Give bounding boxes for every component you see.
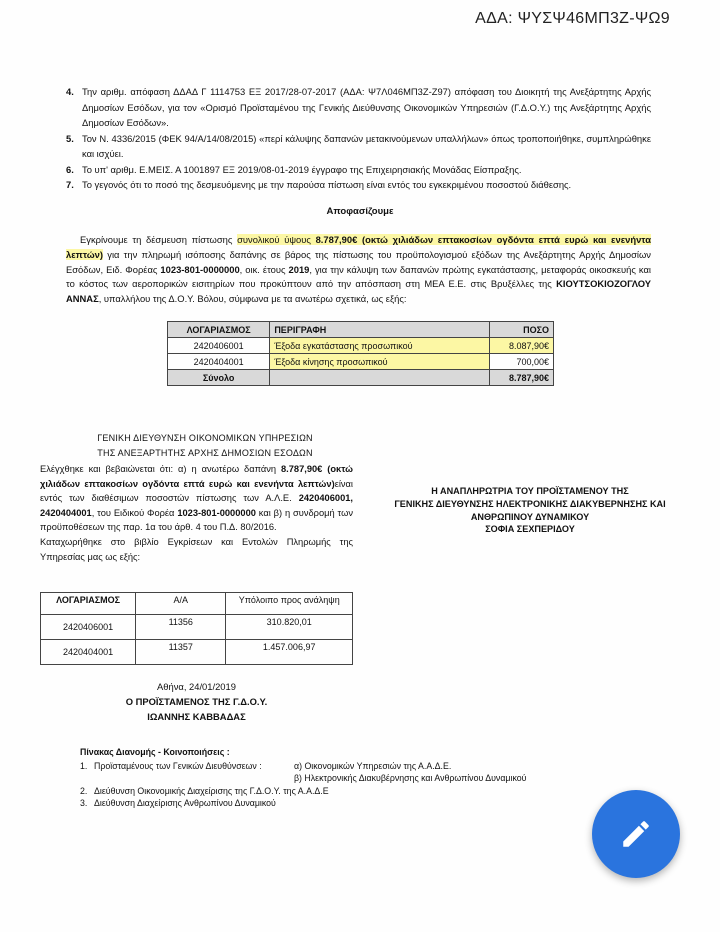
decision-text: , υπαλλήλου της Δ.Ο.Υ. Βόλου, σύμφωνα με τα ανωτέρω σχετικά, ως εξής: — [98, 293, 407, 305]
verification-part: είναι εντός των διαθέσιμων ποσοστών πίστωσης των Α.Λ.Ε. — [40, 478, 353, 504]
table-cell: 2420404001 — [168, 354, 270, 370]
list-number: 1. — [80, 760, 88, 771]
distribution-title: Πίνακας Διανομής - Κοινοποιήσεις : — [80, 747, 230, 757]
edit-button[interactable] — [592, 790, 680, 878]
table-cell: 11356 — [136, 615, 226, 640]
decision-amount: 8.787,90€ (οκτώ χιλιάδων επτακοσίων ογδόντα επτά ευρώ και ενενήντα λεπτών) — [66, 234, 651, 260]
recipient-label: Προϊσταμένους των Γενικών Διευθύνσεων : — [94, 760, 262, 771]
total-value: 8.787,90€ — [490, 370, 554, 386]
verification-agency: 1023-801-0000000 — [177, 507, 256, 518]
fiscal-year: 2019 — [288, 263, 310, 275]
list-number: 5. — [66, 132, 74, 144]
department-header — [40, 431, 370, 461]
verification-part: και β) η συνδρομή των προϋποθέσεων της παρ. 1α του άρθ. 4 του Π.Δ. 80/2016. — [40, 507, 353, 533]
column-header: ΠΕΡΙΓΡΑΦΗ — [270, 322, 490, 338]
list-text: Το γεγονός ότι το ποσό της δεσμευόμενης με την παρούσα πίστωση είναι εντός του εγκεκριμένου ποσοστού διάθεσης. — [82, 179, 572, 190]
distribution-list — [80, 746, 640, 810]
total-label: Σύνολο — [168, 370, 270, 386]
table-cell: Έξοδα κίνησης προσωπικού — [270, 354, 490, 370]
list-number: 3. — [80, 798, 88, 809]
table-cell: Έξοδα εγκατάστασης προσωπικού — [270, 338, 490, 354]
verification-paragraph — [40, 462, 353, 535]
table-cell: 2420406001 — [168, 338, 270, 354]
list-item — [66, 84, 651, 131]
verification-part: Ελέγχθηκε και βεβαιώνεται ότι: α) η ανωτέρω δαπάνη — [40, 464, 281, 474]
signatory-line: Η ΑΝΑΠΛΗΡΩΤΡΙΑ ΤΟΥ ΠΡΟΪΣΤΑΜΕΝΟΥ ΤΗΣ — [431, 486, 629, 496]
table-cell: 700,00€ — [490, 354, 554, 370]
table-row — [41, 640, 353, 665]
decision-text: για την πληρωμή ισόποσης δαπάνης σε βάρος της πίστωσης του προϋπολογισμού εξόδων της Ανεξάρτητης Αρχής Δημοσίων Εσόδων, Ειδ. Φορέας — [66, 248, 651, 275]
list-item — [66, 177, 651, 193]
list-item — [80, 797, 640, 810]
column-header: ΠΟΣΟ — [490, 322, 554, 338]
column-header: ΛΟΓΑΡΙΑΣΜΟΣ — [168, 322, 270, 338]
signatory-block — [372, 485, 688, 536]
numbered-list — [66, 84, 651, 193]
table-cell: 11357 — [136, 640, 226, 665]
table-cell — [270, 370, 490, 386]
signatory-line: ΑΝΘΡΩΠΙΝΟΥ ΔΥΝΑΜΙΚΟΥ — [470, 511, 590, 522]
ada-code: ΑΔΑ: ΨΥΣΨ46ΜΠ3Ζ-ΨΩ9 — [475, 10, 670, 27]
table-cell: 2420404001 — [41, 640, 136, 665]
pencil-icon — [619, 817, 653, 851]
expense-table — [167, 321, 554, 386]
table-cell: 2420406001 — [41, 615, 136, 640]
list-item — [66, 162, 651, 178]
signature-role: Ο ΠΡΟΪΣΤΑΜΕΝΟΣ ΤΗΣ Γ.Δ.Ο.Υ. — [125, 695, 268, 707]
decision-text: Εγκρίνουμε τη δέσμευση πίστωσης — [80, 234, 238, 245]
total-row — [168, 370, 554, 386]
list-number: 7. — [66, 179, 74, 190]
registry-table — [40, 592, 353, 665]
recipient-label: Διεύθυνση Οικονομικής Διαχείρισης της Γ.Δ.Ο.Υ. της Α.Α.Δ.Ε — [94, 785, 329, 796]
recipient-sub: β) Ηλεκτρονικής Διακυβέρνησης και Ανθρωπίνου Δυναμικού — [294, 773, 527, 784]
decision-heading: Αποφασίζουμε — [326, 206, 394, 217]
list-number: 4. — [66, 86, 74, 97]
table-cell: 8.087,90€ — [490, 338, 554, 354]
list-item — [80, 760, 640, 773]
list-text: Το υπ' αριθμ. Ε.ΜΕΙΣ. Α 1001897 ΕΞ 2019/08-01-2019 έγγραφο της Επιχειρησιακής Μονάδας Είσπραξης. — [82, 163, 522, 175]
signature-block — [40, 680, 353, 724]
list-text: Την αριθμ. απόφαση ΔΔΑΔ Γ 1114753 ΕΞ 2017/28-07-2017 (ΑΔΑ: Ψ7Λ046ΜΠ3Ζ-Ζ97) απόφαση του Διοικητή της Ανεξάρτητης Αρχής Δημοσίων Εσόδων, για τον «Ορισμό Προϊσταμένου της Γενικής Διεύθυνσης Οικονομικών Υπηρεσιών (Γ.Δ.Ο.Υ.) της Ανεξάρτητης Αρχής Δημοσίων Εσόδων». — [82, 86, 651, 128]
registration-text: Καταχωρήθηκε στο βιβλίο Εγκρίσεων και Εντολών Πληρωμής της Υπηρεσίας μας ως εξής: — [40, 536, 353, 562]
table-row — [41, 615, 353, 640]
decision-text: συνολικού ύψους — [237, 234, 316, 245]
list-number: 6. — [66, 163, 74, 175]
recipient-value: α) Οικονομικών Υπηρεσιών της Α.Α.Δ.Ε. — [294, 760, 452, 771]
table-header-row — [168, 322, 554, 338]
list-item — [80, 785, 640, 798]
agency-code: 1023-801-0000000 — [160, 263, 240, 275]
signatory-name: ΣΟΦΙΑ ΣΕΧΠΕΡΙΔΟΥ — [485, 524, 575, 535]
list-item — [66, 131, 651, 162]
signature-name: ΙΩΑΝΝΗΣ ΚΑΒΒΑΔΑΣ — [147, 710, 246, 722]
table-cell: 310.820,01 — [226, 615, 353, 640]
table-cell: 1.457.006,97 — [226, 640, 353, 665]
list-number: 2. — [80, 785, 88, 796]
verification-amount: 8.787,90€ (οκτώ χιλιάδων επτακοσίων ογδόντα επτά ευρώ και ενενήντα λεπτών) — [40, 464, 353, 489]
employee-name: ΚΙΟΥΤΣΟΚΙΟΖΟΓΛΟΥ ΑΝΝΑΣ — [66, 278, 651, 305]
table-row — [168, 338, 554, 354]
signatory-line: ΓΕΝΙΚΗΣ ΔΙΕΥΘΥΝΣΗΣ ΗΛΕΚΤΡΟΝΙΚΗΣ ΔΙΑΚΥΒΕΡΝΗΣΗΣ ΚΑΙ — [394, 498, 666, 509]
column-header: ΛΟΓΑΡΙΑΣΜΟΣ — [41, 593, 136, 615]
recipient-label: Διεύθυνση Διαχείρισης Ανθρωπίνου Δυναμικού — [94, 798, 276, 809]
list-text: Τον Ν. 4336/2015 (ΦΕΚ 94/Α/14/08/2015) «περί κάλυψης δαπανών μετακινούμενων υπαλλήλων» όπως τροποποιήθηκε, συμπληρώθηκε και ισχύει. — [82, 132, 651, 159]
department-line: ΓΕΝΙΚΗ ΔΙΕΥΘΥΝΣΗ ΟΙΚΟΝΟΜΙΚΩΝ ΥΠΗΡΕΣΙΩΝ — [97, 433, 313, 443]
department-line: ΤΗΣ ΑΝΕΞΑΡΤΗΤΗΣ ΑΡΧΗΣ ΔΗΜΟΣΙΩΝ ΕΣΟΔΩΝ — [97, 448, 313, 458]
decision-text: , για την κάλυψη των δαπανών πρώτης εγκατάστασης, μεταφοράς οικοσκευής και το κόστος των αεροπορικών εισιτηρίων που προκύπτουν από την απόσπαση στη ΜΕΑ Ε.Ε. στις Βρυξέλλες της — [66, 263, 651, 290]
place-date: Αθήνα, 24/01/2019 — [157, 681, 236, 692]
table-row — [168, 354, 554, 370]
verification-part: , του Ειδικού Φορέα — [91, 507, 178, 518]
verification-accounts: 2420406001, 2420404001 — [40, 493, 353, 518]
verification-text — [40, 462, 353, 564]
table-header-row — [41, 593, 353, 615]
decision-text: , οικ. έτους — [239, 263, 289, 275]
column-header: Α/Α — [136, 593, 226, 615]
decision-paragraph — [66, 233, 651, 307]
column-header: Υπόλοιπο προς ανάληψη — [226, 593, 353, 615]
